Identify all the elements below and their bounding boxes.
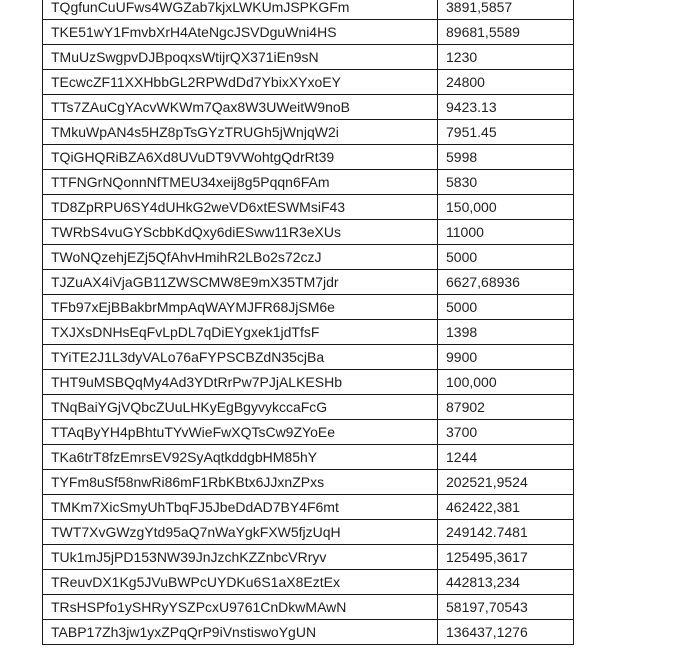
table-row (43, 45, 574, 70)
wallet-address-cell: TReuvDX1Kg5JVuBWPcUYDKu6S1aX8EztEx (43, 570, 438, 595)
table-row (43, 545, 574, 570)
address-amount-table-container (42, 0, 574, 645)
wallet-address-cell: TQiGHQRiBZA6Xd8UVuDT9VWohtgQdrRt39 (43, 145, 438, 170)
amount-cell: 136437,1276 (438, 620, 574, 645)
wallet-address-cell: TWoNQzehjEZj5QfAhvHmihR2LBo2s72czJ (43, 245, 438, 270)
table-row (43, 70, 574, 95)
wallet-address-cell: TMuUzSwgpvDJBpoqxsWtijrQX371iEn9sN (43, 45, 438, 70)
wallet-address-cell: TWT7XvGWzgYtd95aQ7nWaYgkFXW5fjzUqH (43, 520, 438, 545)
wallet-address-cell: TKa6trT8fzEmrsEV92SyAqtkddgbHM85hY (43, 445, 438, 470)
table-body (43, 0, 574, 645)
amount-cell: 3700 (438, 420, 574, 445)
table-row (43, 370, 574, 395)
wallet-address-cell: TMKm7XicSmyUhTbqFJ5JbeDdAD7BY4F6mt (43, 495, 438, 520)
amount-cell: 87902 (438, 395, 574, 420)
amount-cell: 442813,234 (438, 570, 574, 595)
wallet-address-cell: TJZuAX4iVjaGB11ZWSCMW8E9mX35TM7jdr (43, 270, 438, 295)
table-row (43, 0, 574, 20)
amount-cell: 202521,9524 (438, 470, 574, 495)
amount-cell: 249142.7481 (438, 520, 574, 545)
amount-cell: 1398 (438, 320, 574, 345)
wallet-address-cell: TUk1mJ5jPD153NW39JnJzchKZZnbcVRryv (43, 545, 438, 570)
amount-cell: 5830 (438, 170, 574, 195)
wallet-address-cell: TYFm8uSf58nwRi86mF1RbKBtx6JJxnZPxs (43, 470, 438, 495)
amount-cell: 6627,68936 (438, 270, 574, 295)
amount-cell: 1244 (438, 445, 574, 470)
wallet-address-cell: TYiTE2J1L3dyVALo76aFYPSCBZdN35cjBa (43, 345, 438, 370)
wallet-address-cell: TXJXsDNHsEqFvLpDL7qDiEYgxek1jdTfsF (43, 320, 438, 345)
wallet-address-cell: TMkuWpAN4s5HZ8pTsGYzTRUGh5jWnjqW2i (43, 120, 438, 145)
wallet-address-cell: TKE51wY1FmvbXrH4AteNgcJSVDguWni4HS (43, 20, 438, 45)
amount-cell: 9900 (438, 345, 574, 370)
table-row (43, 195, 574, 220)
amount-cell: 125495,3617 (438, 545, 574, 570)
table-row (43, 170, 574, 195)
amount-cell: 100,000 (438, 370, 574, 395)
amount-cell: 3891,5857 (438, 0, 574, 20)
table-row (43, 145, 574, 170)
table-row (43, 245, 574, 270)
table-row (43, 20, 574, 45)
amount-cell: 58197,70543 (438, 595, 574, 620)
table-row (43, 320, 574, 345)
table-row (43, 395, 574, 420)
amount-cell: 462422,381 (438, 495, 574, 520)
table-row (43, 520, 574, 545)
wallet-address-cell: TEcwcZF11XXHbbGL2RPWdDd7YbixXYxoEY (43, 70, 438, 95)
wallet-address-cell: TFb97xEjBBakbrMmpAqWAYMJFR68JjSM6e (43, 295, 438, 320)
amount-cell: 24800 (438, 70, 574, 95)
amount-cell: 89681,5589 (438, 20, 574, 45)
table-row (43, 620, 574, 645)
wallet-address-cell: TTFNGrNQonnNfTMEU34xeij8g5Pqqn6FAm (43, 170, 438, 195)
address-amount-table (42, 0, 574, 645)
wallet-address-cell: TABP17Zh3jw1yxZPqQrP9iVnstiswoYgUN (43, 620, 438, 645)
amount-cell: 11000 (438, 220, 574, 245)
amount-cell: 9423.13 (438, 95, 574, 120)
wallet-address-cell: TD8ZpRPU6SY4dUHkG2weVD6xtESWMsiF43 (43, 195, 438, 220)
table-row (43, 570, 574, 595)
wallet-address-cell: TRsHSPfo1ySHRyYSZPcxU9761CnDkwMAwN (43, 595, 438, 620)
amount-cell: 150,000 (438, 195, 574, 220)
amount-cell: 7951.45 (438, 120, 574, 145)
table-row (43, 270, 574, 295)
wallet-address-cell: TTs7ZAuCgYAcvWKWm7Qax8W3UWeitW9noB (43, 95, 438, 120)
wallet-address-cell: TTAqByYH4pBhtuTYvWieFwXQTsCw9ZYoEe (43, 420, 438, 445)
table-row (43, 445, 574, 470)
table-row (43, 95, 574, 120)
table-row (43, 595, 574, 620)
amount-cell: 5000 (438, 245, 574, 270)
wallet-address-cell: TQgfunCuUFws4WGZab7kjxLWKUmJSPKGFm (43, 0, 438, 20)
amount-cell: 5998 (438, 145, 574, 170)
table-row (43, 220, 574, 245)
table-row (43, 470, 574, 495)
table-row (43, 295, 574, 320)
table-row (43, 495, 574, 520)
amount-cell: 1230 (438, 45, 574, 70)
table-row (43, 120, 574, 145)
wallet-address-cell: TNqBaiYGjVQbcZUuLHKyEgBgyvykccaFcG (43, 395, 438, 420)
table-row (43, 345, 574, 370)
wallet-address-cell: TWRbS4vuGYScbbKdQxy6diESww11R3eXUs (43, 220, 438, 245)
table-row (43, 420, 574, 445)
wallet-address-cell: THT9uMSBQqMy4Ad3YDtRrPw7PJjALKESHb (43, 370, 438, 395)
amount-cell: 5000 (438, 295, 574, 320)
